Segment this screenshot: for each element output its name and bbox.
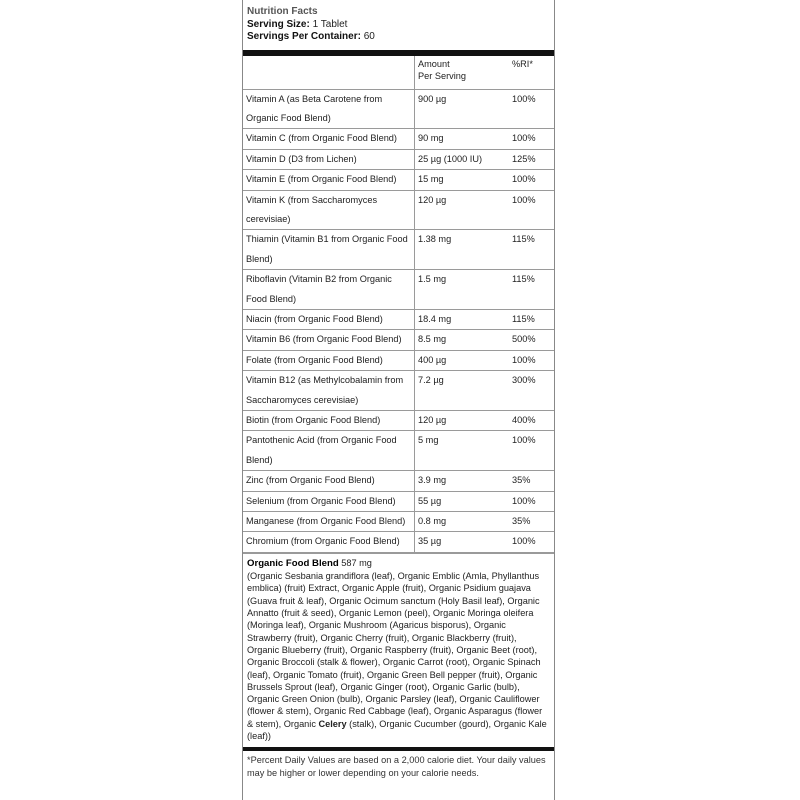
nutrient-name: Pantothenic Acid (from Organic Food Blend) [243,431,415,471]
blend-ingredients [247,570,550,742]
nutrient-name: Zinc (from Organic Food Blend) [243,471,415,491]
nutrient-row [243,330,554,350]
nutrient-amount: 8.5 mg [415,330,510,350]
serving-size [247,19,554,32]
header-amount [415,56,510,90]
nutrient-ri: 100% [509,89,554,129]
header-amount-line1: Amount [418,58,450,69]
nutrient-amount: 15 mg [415,170,510,190]
blend-amount: 587 mg [341,557,372,568]
nutrient-table [243,56,554,553]
nutrient-name: Vitamin D (D3 from Lichen) [243,149,415,169]
nutrient-row [243,89,554,129]
header-ri: %RI* [509,56,554,90]
nutrient-amount: 120 µg [415,190,510,230]
serving-size-label: Serving Size: [247,18,310,30]
nutrient-ri: 100% [509,532,554,552]
nutrient-ri: 35% [509,471,554,491]
nutrient-amount: 18.4 mg [415,309,510,329]
nutrient-amount: 400 µg [415,350,510,370]
nutrient-row [243,371,554,411]
nutrient-row [243,411,554,431]
nutrient-amount: 120 µg [415,411,510,431]
nutrient-ri: 300% [509,371,554,411]
nutrient-ri: 500% [509,330,554,350]
nutrient-row [243,512,554,532]
nutrient-amount: 7.2 µg [415,371,510,411]
nutrient-amount: 90 mg [415,129,510,149]
nutrient-name: Folate (from Organic Food Blend) [243,350,415,370]
nutrient-amount: 25 µg (1000 IU) [415,149,510,169]
nutrient-ri: 35% [509,512,554,532]
blend-title: Organic Food Blend [247,557,339,569]
nutrient-row [243,309,554,329]
nutrient-amount: 3.9 mg [415,471,510,491]
nutrient-name: Biotin (from Organic Food Blend) [243,411,415,431]
nutrient-row [243,471,554,491]
nutrient-ri: 125% [509,149,554,169]
nutrient-name: Niacin (from Organic Food Blend) [243,309,415,329]
header-nutrient-col [243,56,415,90]
nutrient-row [243,350,554,370]
nutrient-amount: 55 µg [415,491,510,511]
blend-ingredient-celery: Celery [318,718,347,729]
footnote: *Percent Daily Values are based on a 2,000 calorie diet. Your daily values may be higher or lower depending on your calorie needs. [247,755,546,779]
nutrient-amount: 1.38 mg [415,230,510,270]
nutrient-amount: 0.8 mg [415,512,510,532]
nutrient-ri: 115% [509,230,554,270]
nutrient-row [243,532,554,552]
nutrient-ri: 115% [509,309,554,329]
nutrient-amount: 35 µg [415,532,510,552]
servings-per-container [247,31,554,44]
nutrient-row [243,170,554,190]
table-header-row [243,56,554,90]
nutrient-name: Vitamin C (from Organic Food Blend) [243,129,415,149]
nutrient-amount: 1.5 mg [415,270,510,310]
servings-label: Servings Per Container: [247,31,361,42]
organic-food-blend [243,553,554,742]
nutrient-ri: 100% [509,129,554,149]
nutrient-row [243,190,554,230]
nutrient-row [243,230,554,270]
nutrient-name: Vitamin K (from Saccharomyces cerevisiae) [243,190,415,230]
nutrient-ri: 400% [509,411,554,431]
nutrient-ri: 100% [509,190,554,230]
nutrient-name: Manganese (from Organic Food Blend) [243,512,415,532]
nutrition-header [243,0,554,44]
blend-ingredients-part2: (stalk), Organic Cucumber (gourd), Organic Kale (leaf)) [247,718,547,741]
nutrient-name: Thiamin (Vitamin B1 from Organic Food Blend) [243,230,415,270]
servings-value: 60 [363,31,375,42]
nutrient-name: Riboflavin (Vitamin B2 from Organic Food Blend) [243,270,415,310]
nutrient-ri: 100% [509,350,554,370]
nutrient-name: Vitamin A (as Beta Carotene from Organic Food Blend) [243,89,415,129]
nutrient-name: Vitamin E (from Organic Food Blend) [243,170,415,190]
nutrition-facts-panel [242,0,555,800]
nutrient-row [243,431,554,471]
nutrient-row [243,491,554,511]
nutrient-ri: 115% [509,270,554,310]
nutrient-ri: 100% [509,491,554,511]
nutrient-row [243,129,554,149]
nutrient-amount: 900 µg [415,89,510,129]
nutrient-name: Chromium (from Organic Food Blend) [243,532,415,552]
nutrient-name: Vitamin B12 (as Methylcobalamin from Saccharomyces cerevisiae) [243,371,415,411]
nutrient-name: Vitamin B6 (from Organic Food Blend) [243,330,415,350]
nutrient-row [243,270,554,310]
header-amount-line2: Per Serving [418,71,467,81]
nutrient-name: Selenium (from Organic Food Blend) [243,491,415,511]
nutrition-title: Nutrition Facts [247,6,318,17]
nutrient-amount: 5 mg [415,431,510,471]
nutrient-ri: 100% [509,431,554,471]
nutrient-ri: 100% [509,170,554,190]
blend-ingredients-part1: (Organic Sesbania grandiflora (leaf), Organic Emblic (Amla, Phyllanthus emblica) (fruit) Extract, Organic Apple (fruit), Organic Psidium guajava (Guava fruit & leaf), Organic Ocimum sanctum (Holy Basil leaf), Organic Annatto (fruit & seed), Organic Lemon (peel), Organic Moringa oleifera (Moringa leaf), Organic Mushroom (Agaricus bisporus), Organic Strawberry (fruit), Organic Cherry (fruit), Organic Blackberry (fruit), Organic Blueberry (fruit), Organic Raspberry (fruit), Organic Beet (root), Organic Broccoli (stalk & flower), Organic Carrot (root), Organic Spinach (leaf), Organic Tomato (fruit), Organic Green Bell pepper (fruit), Organic Brussels Sprout (leaf), Organic Ginger (root), Organic Garlic (bulb), Organic Green Onion (bulb), Organic Parsley (leaf), Organic Cauliflower (flower & stem), Organic Red Cabbage (leaf), Organic Asparagus (flower & stem), Organic [247,571,543,729]
nutrient-row [243,149,554,169]
serving-size-value: 1 Tablet [312,18,348,30]
